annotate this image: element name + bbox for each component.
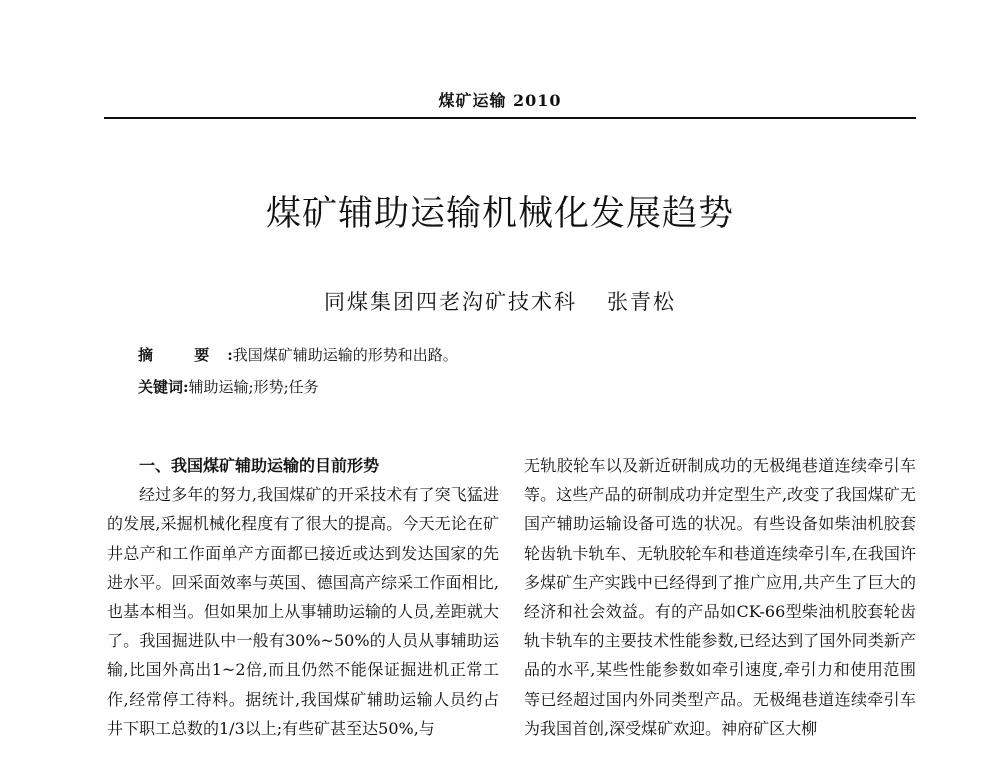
- abstract-label: 摘 要:: [138, 346, 251, 364]
- keywords: [138, 376, 319, 397]
- author: 张青松: [607, 290, 676, 314]
- section-heading: 一、我国煤矿辅助运输的目前形势: [139, 456, 380, 475]
- abstract: [138, 344, 458, 365]
- keywords-label: 关键词:: [138, 378, 189, 396]
- article-title: 煤矿辅助运输机械化发展趋势: [265, 194, 734, 234]
- keywords-text: 辅助运输;形势;任务: [188, 378, 319, 396]
- running-header: 煤矿运输 2010: [438, 91, 562, 110]
- body-paragraph-right: 无轨胶轮车以及新近研制成功的无极绳巷道连续牵引车等。这些产品的研制成功并定型生产,改变了我国煤矿无国产辅助运输设备可选的状况。有些设备如柴油机胶套轮齿轨卡轨车、无轨胶轮车和巷道连续牵引车,在我国许多煤矿生产实践中已经得到了推广应用,共产生了巨大的经济和社会效益。有的产品如CK-66型柴油机胶套轮齿轨卡轨车的主要技术性能参数,已经达到了国外同类新产品的水平,某些性能参数如牵引速度,牵引力和使用范围等已经超过国内外同类型产品。无极绳巷道连续牵引车为我国首创,深受煤矿欢迎。神府矿区大柳: [524, 456, 916, 738]
- abstract-text: 我国煤矿辅助运输的形势和出路。: [232, 346, 458, 364]
- header-rule: [104, 117, 916, 119]
- byline: [0, 286, 1000, 316]
- right-column: [524, 451, 916, 743]
- affiliation: 同煤集团四老沟矿技术科: [324, 290, 577, 314]
- left-column: [107, 451, 499, 743]
- body-paragraph-left: 经过多年的努力,我国煤矿的开采技术有了突飞猛进的发展,采掘机械化程度有了很大的提高。今天无论在矿井总产和工作面单产方面都已接近或达到发达国家的先进水平。回采面效率与英国、德国高产综采工作面相比,也基本相当。但如果加上从事辅助运输的人员,差距就大了。我国掘进队中一般有30%~50%的人员从事辅助运输,比国外高出1~2倍,而且仍然不能保证掘进机正常工作,经常停工待料。据统计,我国煤矿辅助运输人员约占井下职工总数的1/3以上;有些矿甚至达50%,与: [107, 485, 499, 738]
